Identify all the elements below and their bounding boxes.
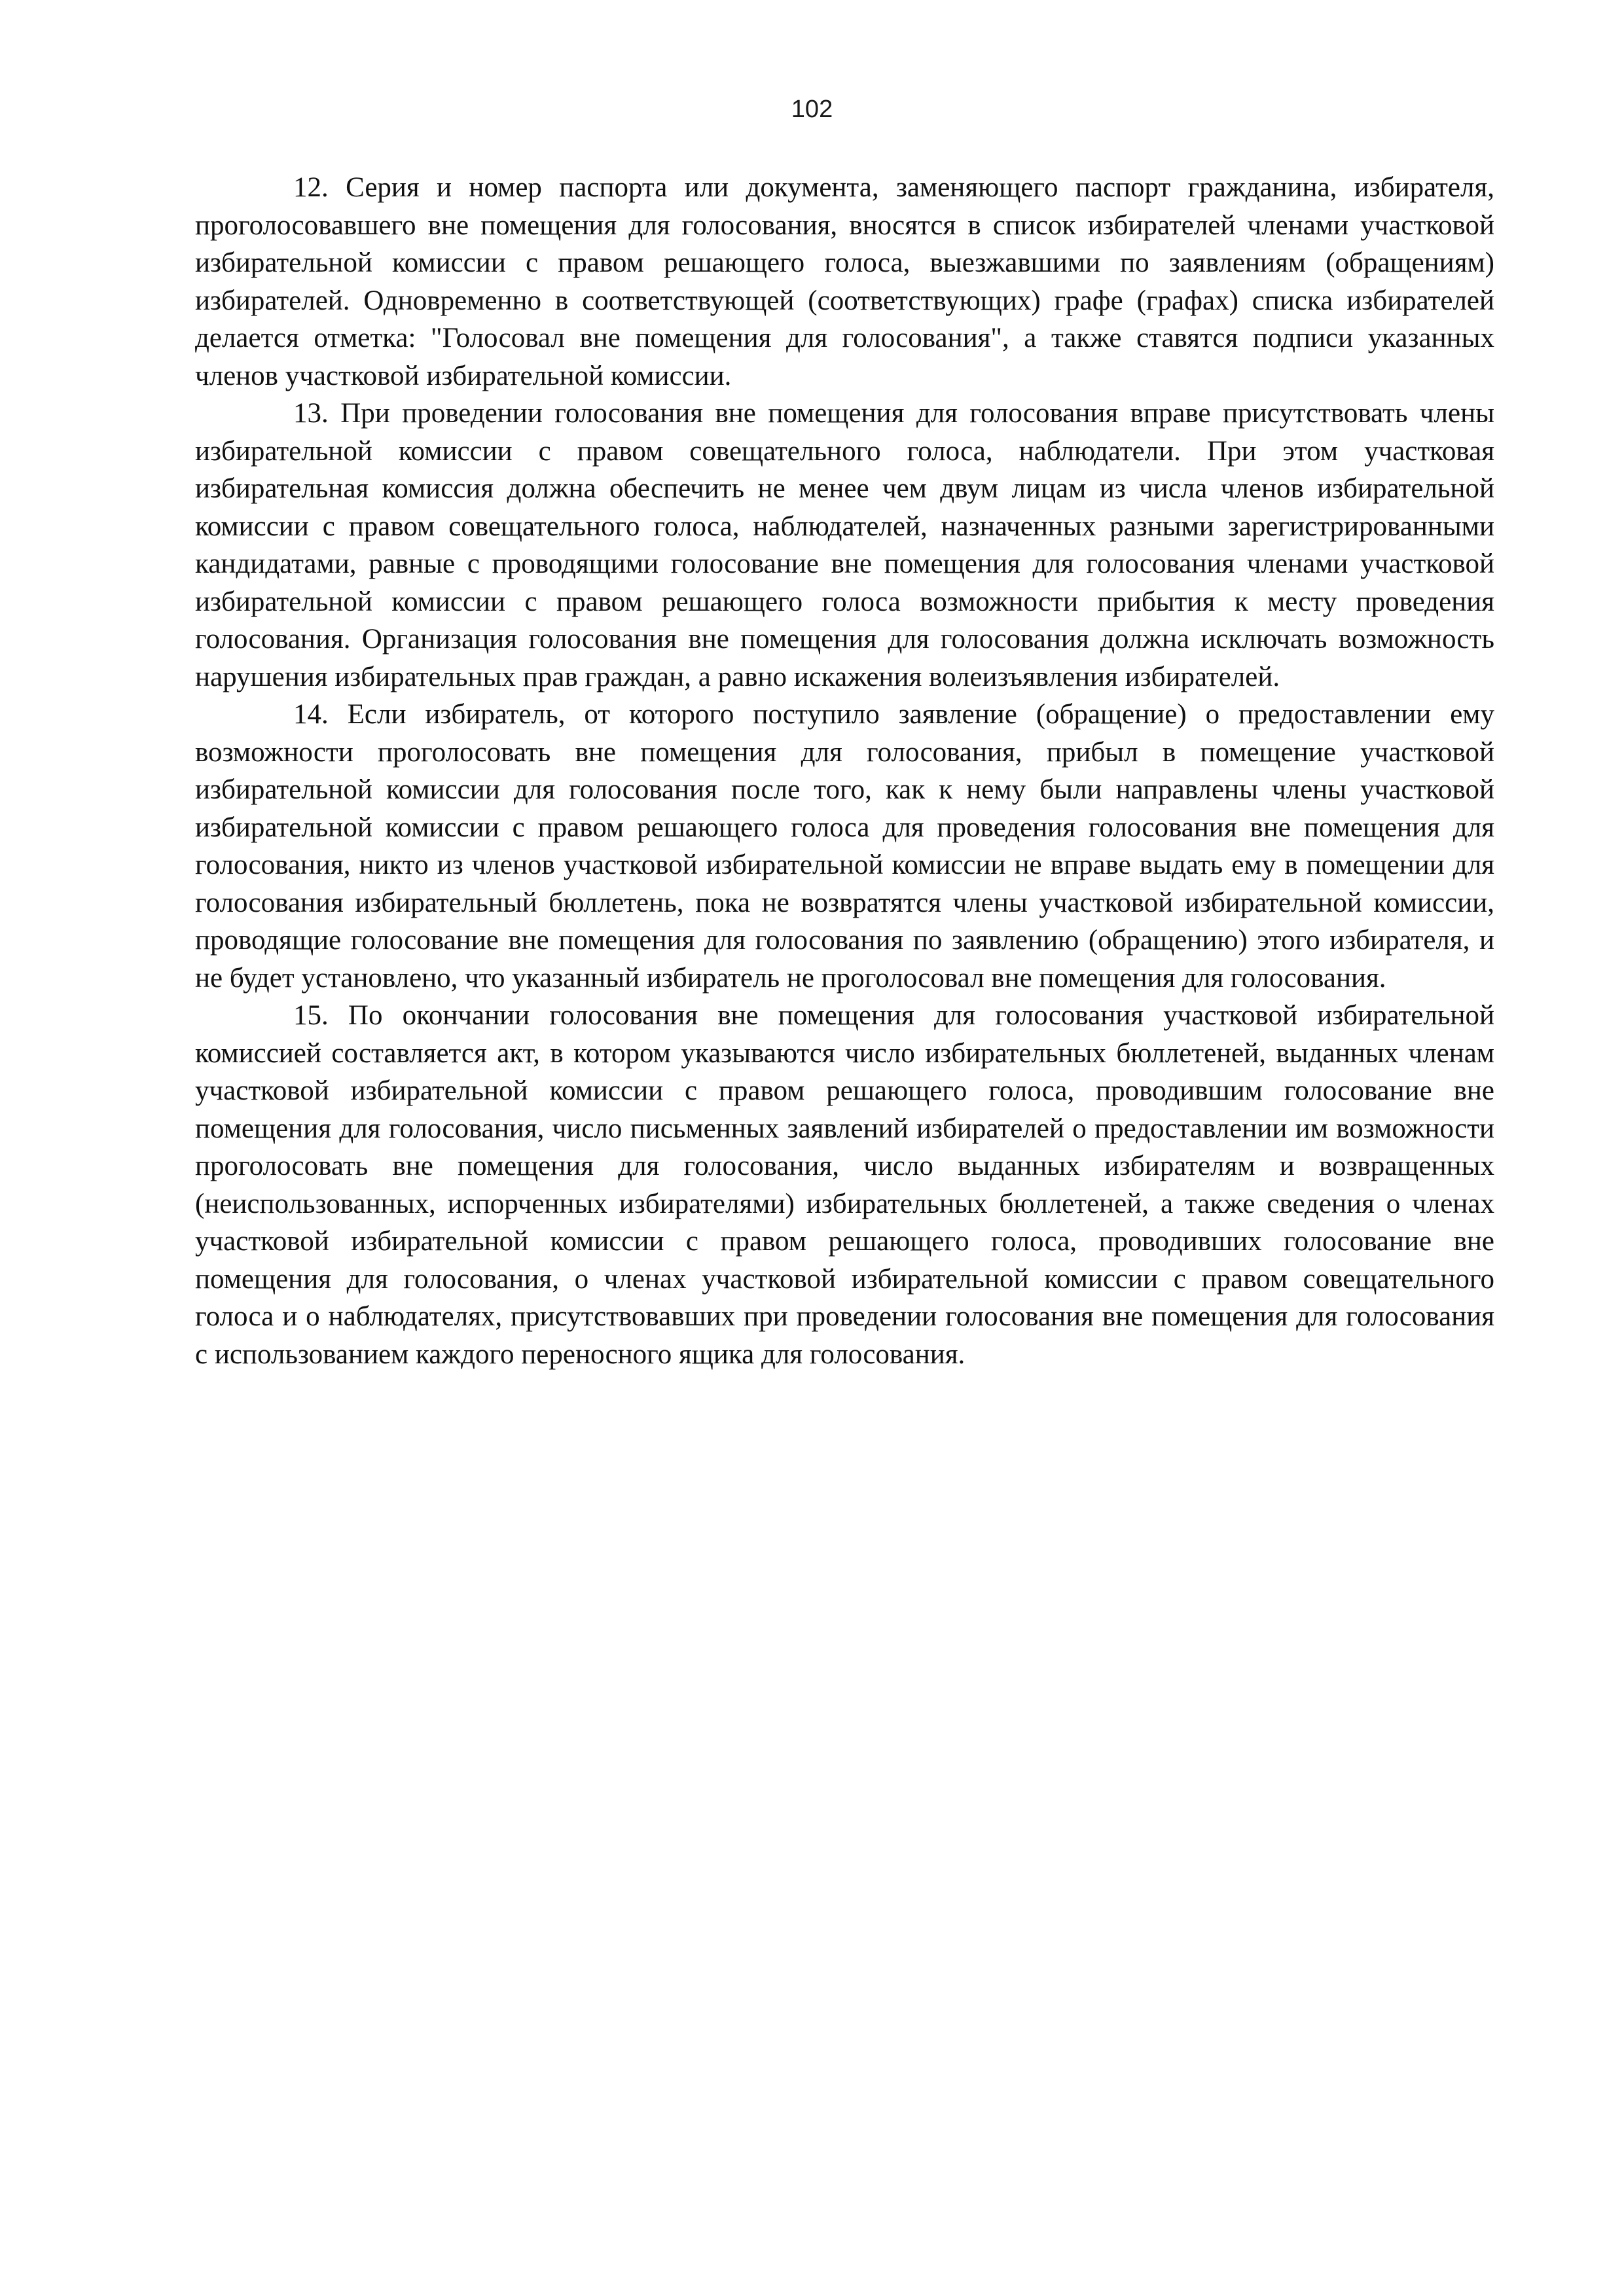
paragraph-15: 15. По окончании голосования вне помещения для голосования участковой избирательной комиссией составляется акт, в котором указываются число избирательных бюллетеней, выданных членам участковой избирательной комиссии с правом решающего голоса, проводившим голосование вне помещения для голосования, число письменных заявлений избирателей о предоставлении им возможности проголосовать вне помещения для голосования, число выданных избирателям и возвращенных (неиспользованных, испорченных избирателями) избирательных бюллетеней, а также сведения о членах участковой избирательной комиссии с правом решающего голоса, проводивших голосование вне помещения для голосования, о членах участковой избирательной комиссии с правом совещательного голоса и о наблюдателях, присутствовавших при проведении голосования вне помещения для голосования с использованием каждого переносного ящика для голосования.	[195, 1000, 1494, 1370]
paragraph-13: 13. При проведении голосования вне помещения для голосования вправе присутствовать члены избирательной комиссии с правом совещательного голоса, наблюдатели. При этом участковая избирательная комиссия должна обеспечить не менее чем двум лицам из числа членов избирательной комиссии с правом совещательного голоса, наблюдателей, назначенных разными зарегистрированными кандидатами, равные с проводящими голосование вне помещения для голосования членами участковой избирательной комиссии с правом решающего голоса возможности прибытия к месту проведения голосования. Организация голосования вне помещения для голосования должна исключать возможность нарушения избирательных прав граждан, а равно искажения волеизъявления избирателей.	[195, 398, 1494, 692]
document-body	[195, 169, 1494, 1373]
paragraph-14: 14. Если избиратель, от которого поступило заявление (обращение) о предоставлении ему возможности проголосовать вне помещения для голосования, прибыл в помещение участковой избирательной комиссии для голосования после того, как к нему были направлены члены участковой избирательной комиссии с правом решающего голоса для проведения голосования вне помещения для голосования, никто из членов участковой избирательной комиссии не вправе выдать ему в помещении для голосования избирательный бюллетень, пока не возвратятся члены участковой избирательной комиссии, проводящие голосование вне помещения для голосования по заявлению (обращению) этого избирателя, и не будет установлено, что указанный избиратель не проголосовал вне помещения для голосования.	[195, 699, 1494, 994]
page-number: 102	[791, 96, 833, 123]
paragraph-12: 12. Серия и номер паспорта или документа, заменяющего паспорт гражданина, избирателя, проголосовавшего вне помещения для голосования, вносятся в список избирателей членами участковой избирательной комиссии с правом решающего голоса, выезжавшими по заявлениям (обращениям) избирателей. Одновременно в соответствующей (соответствующих) графе (графах) списка избирателей делается отметка: "Голосовал вне помещения для голосования", а также ставятся подписи указанных членов участковой избирательной комиссии.	[195, 172, 1494, 391]
